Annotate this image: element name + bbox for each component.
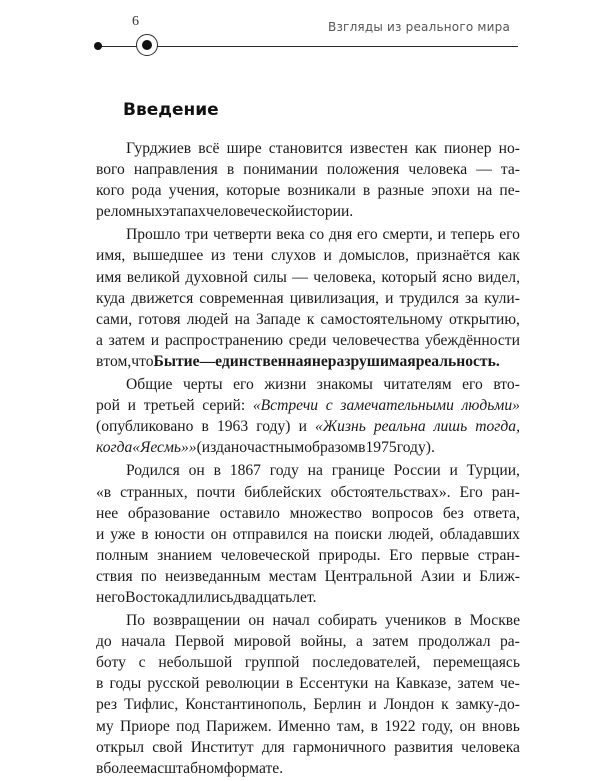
text-line	[96, 610, 520, 631]
word: но-	[498, 140, 520, 157]
word: под	[176, 717, 200, 735]
word: как	[414, 140, 437, 157]
paragraph	[96, 374, 520, 458]
text-line	[96, 673, 520, 694]
word: формате.	[223, 759, 284, 777]
word: первые	[421, 546, 470, 564]
word: на	[307, 462, 323, 480]
text-line	[96, 737, 520, 758]
word: продолжал	[418, 633, 491, 651]
word: вышедшее	[132, 247, 204, 265]
word: 1975	[365, 439, 397, 457]
word: открыл	[96, 738, 145, 756]
word: Ессентуки	[299, 675, 369, 693]
word: и	[298, 418, 307, 436]
word: человека	[461, 738, 520, 756]
text-line	[96, 437, 520, 458]
word: три	[185, 226, 209, 244]
word: и	[385, 289, 394, 307]
word: обстоятельствах».	[330, 483, 451, 501]
word: «Встречи	[252, 397, 319, 415]
word: «Я	[132, 439, 151, 457]
word: знакомы	[316, 376, 373, 394]
text-line	[96, 587, 520, 608]
word: отправился	[232, 525, 308, 543]
word: всё	[198, 140, 220, 157]
text-line	[96, 416, 520, 437]
word: природы.	[318, 546, 381, 564]
word: в	[96, 675, 104, 693]
body-text	[96, 138, 520, 781]
word: есмь»»	[150, 439, 197, 457]
word: возникали	[287, 182, 356, 200]
word: образование	[127, 504, 210, 522]
word: на	[234, 310, 250, 328]
header-ornament-circle	[136, 34, 158, 56]
word: затем	[108, 331, 145, 349]
word: ран-	[491, 483, 520, 501]
word: Бытие	[153, 352, 200, 370]
text-line	[96, 224, 520, 245]
word: начала	[121, 633, 166, 651]
word: тени	[232, 247, 264, 265]
word: Прошло	[126, 226, 181, 244]
text-line	[96, 309, 520, 330]
word: рода	[131, 182, 162, 200]
word: он	[210, 525, 227, 543]
word: на	[476, 182, 493, 200]
word: разные	[377, 182, 425, 200]
word: революции	[205, 675, 280, 693]
word: знанием	[157, 546, 213, 564]
word: открытию,	[448, 310, 520, 328]
word: вновь	[481, 717, 520, 735]
word: Институт	[190, 738, 254, 756]
word: Тифлис,	[124, 696, 179, 714]
word: перемещаясь	[433, 654, 520, 672]
page-number: 6	[132, 14, 139, 29]
word: Приоре	[119, 717, 170, 735]
word: вого	[96, 161, 125, 179]
word: возвращении	[153, 612, 241, 630]
word: Берлин	[313, 696, 362, 714]
word: он	[188, 462, 205, 480]
word: в	[201, 418, 209, 436]
word: движется	[131, 289, 194, 307]
header-ornament-dot	[94, 42, 102, 50]
word: Азии	[420, 567, 455, 585]
word: стран-	[477, 546, 520, 564]
word: до	[96, 633, 112, 651]
word: кули-	[484, 289, 520, 307]
word: году)	[256, 418, 291, 436]
word: людей	[186, 310, 229, 328]
word: та-	[500, 161, 520, 179]
word: нее	[96, 504, 119, 522]
word: видел,	[477, 268, 520, 286]
word: в	[362, 182, 371, 200]
text-line	[96, 652, 520, 673]
word: имя,	[96, 247, 126, 265]
word: людьми»	[461, 397, 520, 415]
word: Ближ-	[479, 567, 520, 585]
word: признаётся	[416, 247, 491, 265]
text-line	[96, 351, 520, 372]
word: вто-	[493, 376, 520, 394]
word: обладавших	[439, 525, 520, 543]
word: группой	[244, 654, 300, 672]
word: готовя	[138, 310, 181, 328]
word: на	[313, 525, 329, 543]
word: убеждённости	[425, 331, 520, 349]
text-line	[96, 395, 520, 416]
word: его	[357, 226, 378, 244]
word: он	[248, 612, 265, 630]
word: Родился	[126, 462, 180, 480]
word: цивилизация,	[289, 289, 380, 307]
word: лет.	[292, 588, 317, 606]
word: великой	[126, 268, 181, 286]
word: Кавказе,	[395, 675, 452, 693]
word: (опубликовано	[96, 418, 194, 436]
word: единственная	[215, 352, 312, 370]
word: ра-	[499, 633, 520, 651]
paragraph	[96, 138, 520, 222]
text-line	[96, 566, 520, 587]
word: Москве	[469, 612, 520, 630]
word: неизведанным	[164, 567, 261, 585]
word: России	[393, 462, 441, 480]
word: серий:	[202, 397, 246, 415]
word: По	[126, 612, 146, 630]
word: которые	[226, 182, 281, 200]
word: человека	[408, 161, 468, 179]
word: сами,	[96, 310, 133, 328]
word: куда	[96, 289, 126, 307]
word: реальность.	[415, 352, 500, 370]
section-heading: Введение	[123, 100, 219, 120]
word: с	[138, 654, 146, 672]
word: без	[442, 504, 464, 522]
text-line	[96, 138, 520, 159]
word: учения,	[168, 182, 220, 200]
word: и	[368, 696, 377, 714]
word: за	[465, 289, 479, 307]
word: библейских	[244, 483, 322, 501]
word: множество	[289, 504, 362, 522]
text-line	[96, 267, 520, 288]
word: направления	[133, 161, 218, 179]
word: он	[459, 717, 476, 735]
word: (издано	[196, 439, 248, 457]
word: Парижем.	[206, 717, 272, 735]
text-line	[96, 180, 520, 201]
word: боту	[96, 654, 126, 672]
word: со	[309, 226, 325, 244]
word: русской	[147, 675, 200, 693]
text-line	[96, 245, 520, 266]
word: Востока	[125, 588, 180, 606]
word: в	[96, 352, 104, 370]
word: в	[213, 462, 221, 480]
word: году,	[421, 717, 454, 735]
word: пе-	[499, 182, 520, 200]
word: местам	[268, 567, 317, 585]
word: ясно	[442, 268, 473, 286]
text-line	[96, 716, 520, 737]
word: домыслов,	[339, 247, 409, 265]
word: оставило	[219, 504, 280, 522]
word: тогда,	[475, 418, 520, 436]
word: по	[140, 567, 157, 585]
text-line	[96, 288, 520, 309]
paragraph	[96, 610, 520, 779]
paragraph	[96, 224, 520, 372]
word: и	[437, 226, 446, 244]
text-line	[96, 374, 520, 395]
word: смерти,	[382, 226, 433, 244]
word: а	[355, 633, 363, 651]
text-line	[96, 159, 520, 180]
word: Его	[459, 483, 483, 501]
text-line	[96, 330, 520, 351]
word: 1867	[229, 462, 261, 480]
word: замечательными	[340, 397, 454, 415]
word: ствия	[96, 567, 133, 585]
word: —	[476, 161, 492, 179]
text-line	[96, 758, 520, 779]
word: трудился	[399, 289, 460, 307]
word: и	[150, 331, 160, 349]
word: рой	[96, 397, 120, 415]
word: более	[103, 759, 141, 777]
word: шире	[226, 140, 262, 157]
word: Турции,	[466, 462, 520, 480]
word: человека,	[313, 268, 376, 286]
paragraph	[96, 460, 520, 608]
word: —	[199, 352, 216, 370]
word: 1963	[216, 418, 249, 436]
word: Его	[389, 546, 413, 564]
word: двадцать	[233, 588, 293, 606]
word: поиски	[334, 525, 383, 543]
word: и	[449, 462, 458, 480]
word: для	[261, 738, 285, 756]
word: Гурджиев	[126, 140, 192, 157]
word: годы	[109, 675, 142, 693]
word: и	[127, 397, 136, 415]
word: к	[306, 310, 315, 328]
word: лишь	[433, 418, 468, 436]
text-line	[96, 545, 520, 566]
word: полным	[96, 546, 149, 564]
word: реальна	[373, 418, 426, 436]
word: среди	[288, 331, 327, 349]
word: масштабном	[140, 759, 224, 777]
word: в	[358, 439, 366, 457]
header-rule	[98, 46, 518, 47]
word: теперь	[450, 226, 495, 244]
word: развития	[394, 738, 453, 756]
word: замку-до-	[455, 696, 520, 714]
word: начал	[272, 612, 310, 630]
word: году	[269, 462, 299, 480]
word: границе	[331, 462, 385, 480]
word: Лондон	[383, 696, 435, 714]
word: положения	[326, 161, 400, 179]
text-line	[96, 503, 520, 524]
word: третьей	[143, 397, 195, 415]
word: понимании	[243, 161, 318, 179]
word: «Жизнь	[315, 418, 366, 436]
word: имя	[96, 268, 122, 286]
word: частным	[247, 439, 305, 457]
word: истории.	[295, 203, 354, 221]
word: му	[96, 717, 114, 735]
word: ответа,	[473, 504, 520, 522]
word: в	[96, 759, 104, 777]
word: кого	[96, 182, 125, 200]
word: его	[233, 376, 254, 394]
text-line	[96, 631, 520, 652]
word: Именно	[277, 717, 331, 735]
word: и	[462, 567, 472, 585]
word: пионер	[443, 140, 492, 157]
word: че-	[499, 675, 520, 693]
word: в	[454, 612, 462, 630]
word: самостоятельному	[320, 310, 443, 328]
word: становится	[268, 140, 343, 157]
word: его	[499, 226, 520, 244]
word: человечества	[332, 331, 420, 349]
word: известен	[349, 140, 408, 157]
word: затем	[372, 633, 409, 651]
word: читателям	[383, 376, 452, 394]
word: эпохи	[431, 182, 470, 200]
word: человеческой	[205, 203, 296, 221]
word: там,	[336, 717, 365, 735]
word: этапах	[162, 203, 206, 221]
word: небольшой	[158, 654, 233, 672]
word: году).	[396, 439, 435, 457]
word: затем	[457, 675, 494, 693]
word: вопросов	[371, 504, 434, 522]
text-line	[96, 482, 520, 503]
text-line	[96, 524, 520, 545]
word: к	[441, 696, 449, 714]
word: в	[370, 717, 379, 735]
word: войны,	[300, 633, 347, 651]
word: длились	[179, 588, 234, 606]
word: свой	[152, 738, 183, 756]
word: образом	[304, 439, 359, 457]
word: как	[498, 247, 520, 265]
word: почти	[196, 483, 236, 501]
word: что	[131, 352, 154, 370]
word: Западе	[256, 310, 301, 328]
word: Общие	[126, 376, 173, 394]
word: жизни	[264, 376, 307, 394]
word: учеников	[385, 612, 447, 630]
word: силы	[253, 268, 287, 286]
word: который	[381, 268, 437, 286]
word: Первой	[174, 633, 225, 651]
word: дня	[328, 226, 353, 244]
text-line	[96, 201, 520, 222]
word: гармоничного	[292, 738, 386, 756]
word: собирать	[317, 612, 378, 630]
word: том,	[103, 352, 132, 370]
word: юности	[154, 525, 205, 543]
word: в	[285, 675, 294, 693]
word: когда	[96, 439, 133, 457]
word: мировой	[233, 633, 291, 651]
word: четверти	[213, 226, 272, 244]
word: и	[96, 525, 105, 543]
word: в	[141, 525, 149, 543]
word: Центральной	[324, 567, 413, 585]
text-line	[96, 460, 520, 481]
word: современная	[199, 289, 284, 307]
running-title: Взгляды из реального мира	[328, 20, 510, 34]
word: человеческой	[220, 546, 310, 564]
word: странных,	[120, 483, 188, 501]
word: из	[210, 247, 226, 265]
word: него	[96, 588, 126, 606]
word: черты	[182, 376, 223, 394]
text-line	[96, 694, 520, 715]
word: а	[96, 331, 103, 349]
word: века	[276, 226, 305, 244]
word: 1922	[384, 717, 416, 735]
word: слухов	[270, 247, 316, 265]
word: неразрушимая	[311, 352, 416, 370]
word: в	[226, 161, 235, 179]
word: и	[323, 247, 332, 265]
word: рез	[96, 696, 118, 714]
word: духовной	[185, 268, 248, 286]
word: его	[462, 376, 483, 394]
word: с	[325, 397, 333, 415]
word: —	[292, 268, 308, 286]
word: людей,	[387, 525, 434, 543]
word: распространению	[164, 331, 284, 349]
word: уже	[110, 525, 136, 543]
word: на	[374, 675, 390, 693]
word: «в	[96, 483, 112, 501]
word: Константинополь,	[185, 696, 307, 714]
word: реломных	[96, 203, 163, 221]
word: последователей,	[312, 654, 421, 672]
